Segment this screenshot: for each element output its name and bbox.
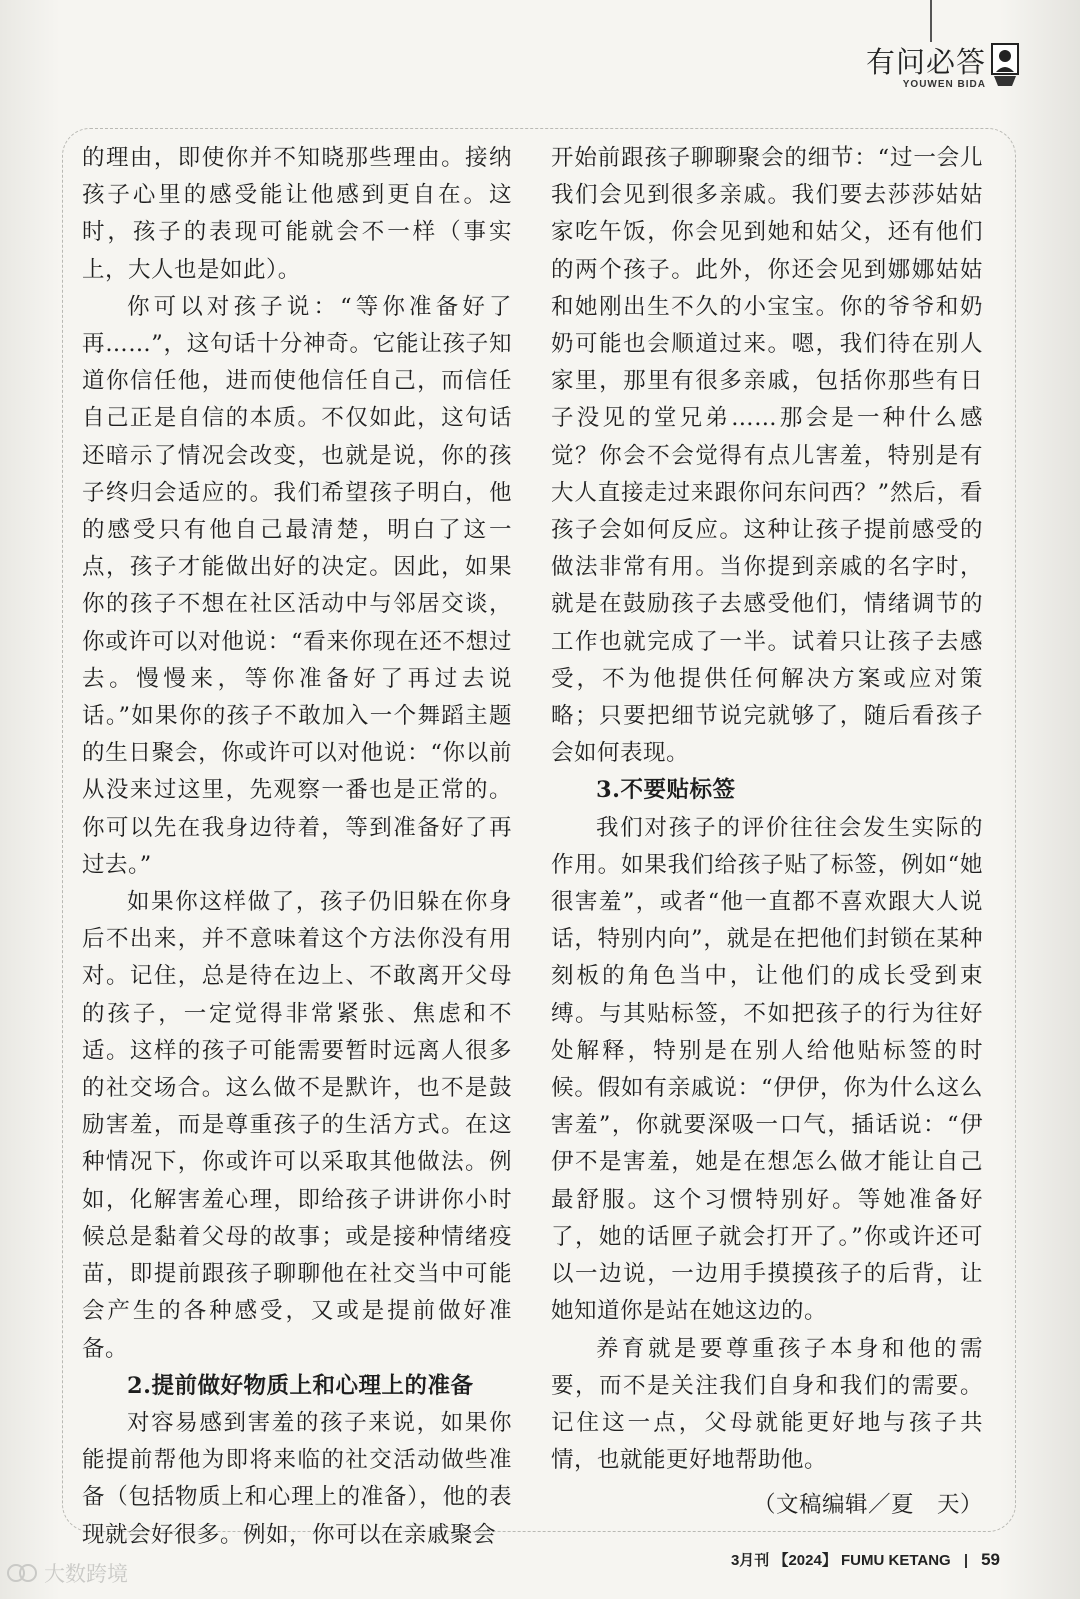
paragraph: 开始前跟孩子聊聊聚会的细节：“过一会儿我们会见到很多亲戚。我们要去莎莎姑姑家吃午饭，你会见到她和姑父，还有他们的两个孩子。此外，你还会见到娜娜姑姑和她刚出生不久的小宝宝。你的爷爷和奶奶可能也会顺道过来。嗯，我们待在别人家里，那里有很多亲戚，包括你那些有日子没见的堂兄弟……那会是一种什么感觉？你会不会觉得有点儿害羞，特别是有大人直接走过来跟你问东问西？”然后，看孩子会如何反应。这种让孩子提前感受的做法非常有用。当你提到亲戚的名字时，就是在鼓励孩子去感受他们，情绪调节的工作也就完成了一半。试着只让孩子去感受，不为他提供任何解决方案或应对策略；只要把细节说完就够了，随后看孩子会如何表现。 (551, 145, 983, 767)
section-heading-3: 3.不要贴标签 (596, 777, 736, 804)
section-subtitle: YOUWEN BIDA (902, 79, 986, 90)
paragraph: 的理由，即使你并不知晓那些理由。接纳孩子心里的感受能让他感到更自在。这时，孩子的表现可能就会不一样（事实上，大人也是如此）。 (82, 145, 512, 283)
logo-icon (6, 1561, 40, 1585)
paragraph: 你可以对孩子说：“等你准备好了再……”，这句话十分神奇。它能让孩子知道你信任他，进而使他信任自己，而信任自己正是自信的本质。不仅如此，这句话还暗示了情况会改变，也就是说，你的孩子终归会适应的。我们希望孩子明白，他的感受只有他自己最清楚，明白了这一点，孩子才能做出好的决定。因此，如果你的孩子不想在社区活动中与邻居交谈，你或许可以对他说：“看来你现在还不想过去。慢慢来，等你准备好了再过去说话。”如果你的孩子不敢加入一个舞蹈主题的生日聚会，你或许可以对他说：“你以前从没来过这里，先观察一番也是正常的。你可以先在我身边待着，等到准备好了再过去。” (82, 293, 512, 878)
right-column (551, 140, 983, 1525)
editor-signature: （文稿编辑／夏 天） (752, 1492, 983, 1519)
top-rule (930, 0, 932, 42)
magazine-name: FUMU KETANG (841, 1552, 951, 1569)
issue-label: 3月刊 (730, 1552, 770, 1569)
watermark-text: 大数跨境 (44, 1562, 128, 1586)
page-footer (731, 1549, 1000, 1570)
section-title: 有问必答 (865, 45, 986, 79)
page-header (866, 40, 986, 90)
watermark (6, 1558, 128, 1588)
issue-year: 【2024】 (773, 1552, 837, 1569)
paragraph: 我们对孩子的评价往往会发生实际的作用。如果我们给孩子贴了标签，例如“她很害羞”，或者“他一直都不喜欢跟大人说话，特别内向”，就是在把他们封锁在某种刻板的角色当中，让他们的成长受到束缚。与其贴标签，不如把孩子的行为往好处解释，特别是在别人给他贴标签的时候。假如有亲戚说：“伊伊，你为什么这么害羞”，你就要深吸一口气，插话说：“伊伊不是害羞，她是在想怎么做才能让自己最舒服。这个习惯特别好。等她准备好了，她的话匣子就会打开了。”你或许还可以一边说，一边用手摸摸孩子的后背，让她知道你是站在她这边的。 (551, 814, 983, 1325)
left-column (82, 140, 512, 1554)
paragraph: 养育就是要尊重孩子本身和他的需要，而不是关注我们自身和我们的需要。记住这一点，父母就能更好地与孩子共情，也就能更好地帮助他。 (551, 1335, 983, 1474)
section-heading-2: 2.提前做好物质上和心理上的准备 (127, 1372, 474, 1399)
paragraph: 如果你这样做了，孩子仍旧躲在你身后不出来，并不意味着这个方法你没有用对。记住，总是待在边上、不敢离开父母的孩子，一定觉得非常紧张、焦虑和不适。这样的孩子可能需要暂时远离人很多的社交场合。这么做不是默许，也不是鼓励害羞，而是尊重孩子的生活方式。在这种情况下，你或许可以采取其他做法。例如，化解害羞心理，即给孩子讲讲你小时候总是黏着父母的故事；或是接种情绪疫苗，即提前跟孩子聊聊他在社交当中可能会产生的各种感受，又或是提前做好准备。 (82, 889, 512, 1362)
footer-divider (965, 1554, 967, 1568)
page-number: 59 (981, 1550, 1000, 1569)
paragraph: 对容易感到害羞的孩子来说，如果你能提前帮他为即将来临的社交活动做些准备（包括物质上和心理上的准备），他的表现就会好很多。例如，你可以在亲戚聚会 (82, 1409, 512, 1548)
reading-child-icon (990, 42, 1020, 88)
